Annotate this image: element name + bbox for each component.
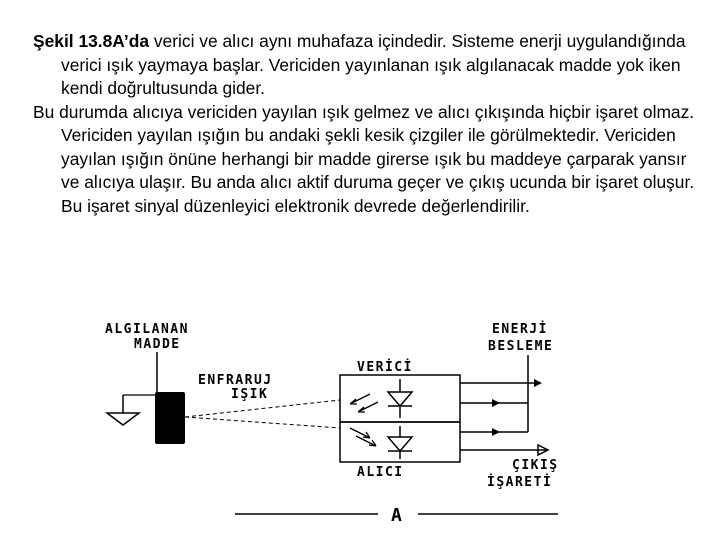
label-power-2: BESLEME [488, 339, 554, 354]
text-block [33, 30, 708, 218]
photoelectric-sensor-diagram [0, 300, 720, 540]
label-output-2: İŞARETİ [487, 475, 553, 490]
label-power-1: ENERJİ [492, 322, 548, 337]
figure-label: A [391, 505, 402, 526]
figure-reference: Şekil 13.8A’da [33, 31, 150, 51]
label-detected-object-2: MADDE [134, 337, 181, 352]
arrow-right-icon-3 [492, 399, 500, 407]
paragraph-2: Bu durumda alıcıya vericiden yayılan ışık gelmez ve alıcı çıkışında hiçbir işaret olmaz. Vericiden yayılan ışığın bu andaki şekli kesik çizgiler ile görülmektedir. Vericiden yayılan ışığın önüne herhangi bir madde girerse ışık bu maddeye çarparak yansır ve alıcıya ulaşır. Bu anda alıcı aktif duruma geçer ve çıkış ucunda bir işaret oluşur. Bu işaret sinyal düzenleyici elektronik devrede değerlendirilir. [33, 101, 695, 216]
arrow-right-icon-2 [492, 428, 500, 436]
label-detected-object-1: ALGILANAN [105, 322, 189, 337]
paragraph-1 [33, 30, 708, 101]
emission-arrow-icon-2 [358, 402, 378, 412]
reflected-light-ray [185, 417, 340, 428]
label-infrared-1: ENFRARUJ [198, 373, 273, 388]
led-icon [388, 392, 412, 406]
label-infrared-2: IŞIK [231, 387, 269, 402]
arrow-right-icon-1 [534, 379, 542, 387]
reception-arrow-icon-1 [350, 428, 370, 438]
ground-icon [107, 413, 139, 425]
emission-arrow-icon-1 [350, 394, 370, 404]
paragraph-1-body: verici ve alıcı aynı muhafaza içindedir. Sisteme enerji uygulandığında verici ışık yaymaya başlar. Vericiden yayınlanan ışık algılanacak madde yok iken kendi doğrultusunda gider. [61, 31, 686, 98]
label-transmitter: VERİCİ [357, 360, 413, 375]
detected-object-block [155, 392, 185, 444]
label-output-1: ÇIKIŞ [512, 458, 559, 473]
label-receiver: ALICI [357, 465, 404, 480]
emitted-light-ray [185, 400, 340, 417]
photodiode-icon [388, 437, 412, 451]
